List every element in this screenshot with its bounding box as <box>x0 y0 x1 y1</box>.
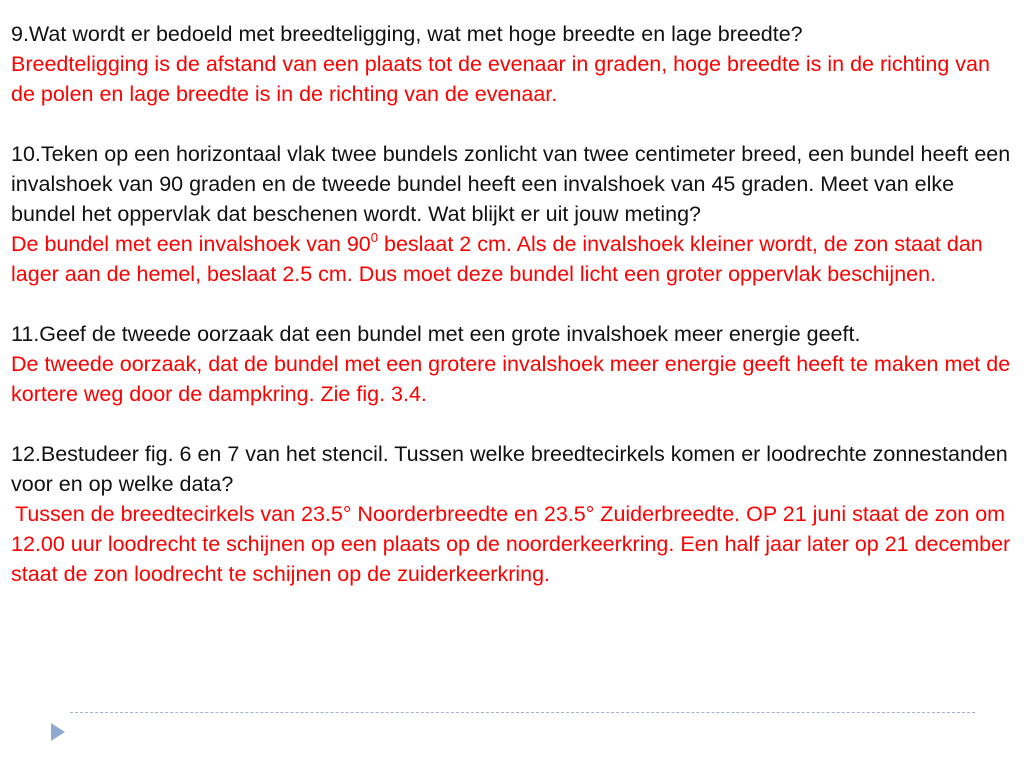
question-10: 10.Teken op een horizontaal vlak twee bundels zonlicht van twee centimeter breed, een bundel heeft een invalshoek van 90 graden en de tweede bundel heeft een invalshoek van 45 graden. Meet van elke bundel het oppervlak dat beschenen wordt. Wat blijkt er uit jouw meting? <box>11 142 1011 226</box>
slide-content <box>11 19 1011 619</box>
question-11: 11.Geef de tweede oorzaak dat een bundel met een grote invalshoek meer energie geeft. <box>11 322 861 346</box>
question-12: 12.Bestudeer fig. 6 en 7 van het stencil. Tussen welke breedtecirkels komen er loodrechte zonnestanden voor en op welke data? <box>11 442 1008 496</box>
qa-block-12 <box>11 439 1011 589</box>
answer-12: Tussen de breedtecirkels van 23.5° Noorderbreedte en 23.5° Zuiderbreedte. OP 21 juni staat de zon om 12.00 uur loodrecht te schijnen op een plaats op de noorderkeerkring. Een half jaar later op 21 december staat de zon loodrecht te schijnen op de zuiderkeerkring. <box>11 502 1011 586</box>
answer-10 <box>11 229 1011 289</box>
qa-block-10 <box>11 139 1011 289</box>
answer-10-start: De bundel met een invalshoek van 90 <box>11 232 371 256</box>
question-9: 9.Wat wordt er bedoeld met breedteligging, wat met hoge breedte en lage breedte? <box>11 22 803 46</box>
qa-block-9 <box>11 19 1011 109</box>
answer-11: De tweede oorzaak, dat de bundel met een grotere invalshoek meer energie geeft heeft te maken met de kortere weg door de dampkring. Zie fig. 3.4. <box>11 352 1011 406</box>
answer-10-end: beslaat 2 cm. Als de invalshoek kleiner wordt, de zon staat dan lager aan de hemel, beslaat 2.5 cm. Dus moet deze bundel licht een groter oppervlak beschijnen. <box>11 232 983 286</box>
degree-superscript: 0 <box>370 230 379 245</box>
next-slide-arrow-icon[interactable] <box>51 723 65 741</box>
answer-9: Breedteligging is de afstand van een plaats tot de evenaar in graden, hoge breedte is in de richting van de polen en lage breedte is in de richting van de evenaar. <box>11 52 990 106</box>
qa-block-11 <box>11 319 1011 409</box>
footer-divider <box>70 712 975 713</box>
